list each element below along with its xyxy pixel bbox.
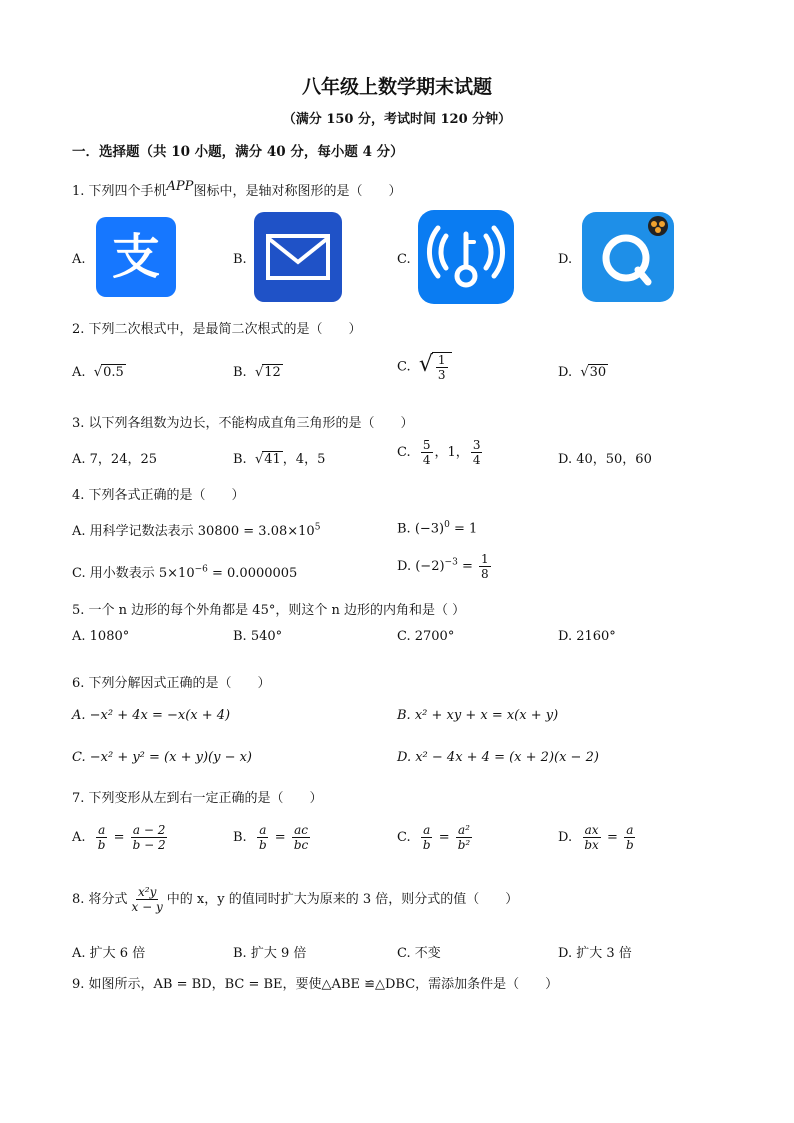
alipay-glyph: 支 [111, 229, 161, 285]
radicand: 12 [264, 365, 281, 380]
exponent: 0 [444, 520, 450, 530]
q6-option-a: A. −x² + 4x = −x(x + 4) [72, 708, 231, 723]
question-3-stem: 3. 以下列各组数为边长，不能构成直角三角形的是（ ） [72, 416, 414, 431]
q1-app-text: APP [166, 179, 194, 194]
exponent: −3 [444, 557, 458, 568]
numerator: ac [294, 823, 308, 837]
wifi-key-icon [418, 210, 514, 304]
q2-d-label: D. [558, 365, 573, 380]
q4-option-b [397, 520, 477, 536]
denominator: bc [293, 838, 309, 852]
q4-d-rest: = [457, 559, 477, 574]
denominator: b − 2 [132, 838, 166, 852]
q4-a-text: A. 用科学记数法表示 30800 = 3.08×10 [72, 524, 315, 539]
question-6-stem: 6. 下列分解因式正确的是（ ） [72, 676, 271, 691]
q4-option-a [72, 520, 320, 539]
q5-option-c: C. 2700° [397, 629, 455, 644]
q8-pre: 8. 将分式 [72, 892, 128, 907]
q3-b-rest: ，4，5 [282, 452, 326, 467]
denominator: bx [584, 838, 599, 852]
denominator: 8 [480, 567, 489, 581]
question-5-stem: 5. 一个 n 边形的每个外角都是 45°，则这个 n 边形的内角和是（ ） [72, 603, 466, 618]
q6-option-c: C. −x² + y² = (x + y)(y − x) [72, 750, 253, 765]
q1-pre: 1. 下列四个手机 [72, 184, 167, 199]
q2-c-label: C. [397, 359, 411, 375]
sqrt: √12 [254, 365, 281, 380]
question-8-stem [72, 885, 518, 914]
numerator: 1 [480, 552, 489, 566]
q8-option-c: C. 不变 [397, 946, 441, 961]
radicand: 30 [589, 365, 607, 380]
sqrt: √30 [580, 365, 607, 380]
numerator: 5 [422, 438, 431, 452]
q4-option-c [72, 562, 297, 581]
q2-option-b [233, 365, 283, 380]
q-icon [582, 212, 674, 302]
alipay-icon [96, 217, 176, 297]
q7-c-label: C. [397, 830, 411, 845]
q4-b-rest: = 1 [449, 521, 478, 537]
denominator: b [625, 838, 634, 852]
mail-icon [254, 212, 342, 302]
exponent: 5 [314, 522, 321, 533]
q3-c-mid: ，1， [434, 445, 469, 460]
q3-b-label: B. [233, 452, 247, 467]
section-heading: 一．选择题（共 10 小题，满分 40 分，每小题 4 分） [72, 144, 404, 160]
q1-option-d-label: D. [558, 252, 573, 267]
page-title: 八年级上数学期末试题 [301, 76, 492, 98]
q6-option-b: B. x² + xy + x = x(x + y) [397, 708, 559, 723]
q7-option-d: D. $\frac{ax}{bx}$ = $\frac{a}{b}$ [558, 823, 634, 852]
q3-option-a: A. 7，24，25 [72, 452, 158, 467]
denominator: b [422, 838, 431, 852]
q2-option-c [397, 352, 452, 382]
sqrt: √41 [254, 452, 281, 467]
q8-post: 中的 x，y 的值同时扩大为原来的 3 倍，则分式的值（ ） [166, 892, 519, 907]
numerator: a − 2 [132, 823, 166, 837]
q2-option-d [558, 365, 608, 380]
q7-option-a: A. $\frac{a}{b}$ = $\frac{a - 2}{b - 2}$ [72, 823, 166, 852]
numerator: a [423, 823, 431, 837]
q4-c-text: C. 用小数表示 5×10 [72, 566, 195, 581]
denominator: 3 [437, 368, 446, 382]
q2-a-label: A. [72, 365, 86, 380]
q2-b-label: B. [233, 365, 247, 380]
q2-option-a [72, 365, 126, 380]
q1-option-c-label: C. [397, 252, 411, 267]
q1-option-a-label: A. [72, 252, 86, 267]
q6-option-d: D. x² − 4x + 4 = (x + 2)(x − 2) [397, 750, 599, 765]
q4-option-d [397, 552, 493, 581]
q3-option-c [397, 438, 484, 467]
page-subtitle: （满分 150 分，考试时间 120 分钟） [282, 112, 512, 127]
denominator: 4 [422, 453, 431, 467]
q4-c-rest: = 0.0000005 [207, 566, 298, 581]
denominator: b [258, 838, 267, 852]
q8-option-a: A. 扩大 6 倍 [72, 946, 146, 961]
radicand: 41 [264, 452, 281, 467]
q8-option-d: D. 扩大 3 倍 [558, 946, 632, 961]
exponent: −6 [194, 564, 208, 575]
question-2-stem: 2. 下列二次根式中，是最简二次根式的是（ ） [72, 322, 362, 337]
numerator: ax [584, 823, 599, 837]
q3-c-label: C. [397, 445, 411, 460]
numerator: a² [458, 823, 470, 837]
q7-d-label: D. [558, 830, 573, 845]
numerator: x²y [137, 885, 157, 899]
q8-option-b: B. 扩大 9 倍 [233, 946, 307, 961]
denominator: b [97, 838, 106, 852]
q5-option-b: B. 540° [233, 629, 283, 644]
denominator: b² [457, 838, 471, 852]
q5-option-d: D. 2160° [558, 629, 616, 644]
numerator: 1 [437, 353, 446, 367]
question-1-stem [72, 180, 401, 199]
q1-option-b-label: B. [233, 252, 247, 267]
radicand: 0.5 [103, 365, 124, 380]
q3-option-d: D. 40，50，60 [558, 452, 652, 467]
denominator: 4 [472, 453, 481, 467]
sqrt: √0.5 [93, 365, 124, 380]
numerator: a [98, 823, 106, 837]
numerator: a [626, 823, 634, 837]
q5-option-a: A. 1080° [72, 629, 130, 644]
numerator: a [259, 823, 267, 837]
q4-b-text: B. (−3) [397, 521, 445, 537]
denominator: x − y [131, 900, 163, 914]
q7-a-label: A. [72, 830, 86, 845]
q4-d-text: D. (−2) [397, 559, 445, 574]
q7-b-label: B. [233, 830, 247, 845]
q1-post: 图标中，是轴对称图形的是（ ） [193, 184, 402, 199]
question-4-stem: 4. 下列各式正确的是（ ） [72, 488, 245, 503]
numerator: 3 [472, 438, 481, 452]
q3-option-b [233, 448, 325, 467]
q7-option-c: C. $\frac{a}{b}$ = $\frac{\text{a²}}{\text{b²}}$ [397, 823, 471, 852]
question-9-stem: 9. 如图所示，AB = BD，BC = BE，要使△ABE ≌△DBC，需添加条件是（ ） [72, 977, 559, 992]
q7-option-b: B. $\frac{a}{b}$ = $\frac{ac}{bc}$ [233, 823, 309, 852]
question-7-stem: 7. 下列变形从左到右一定正确的是（ ） [72, 791, 323, 806]
sqrt: √ $\frac{1}{3}$ [419, 352, 452, 382]
